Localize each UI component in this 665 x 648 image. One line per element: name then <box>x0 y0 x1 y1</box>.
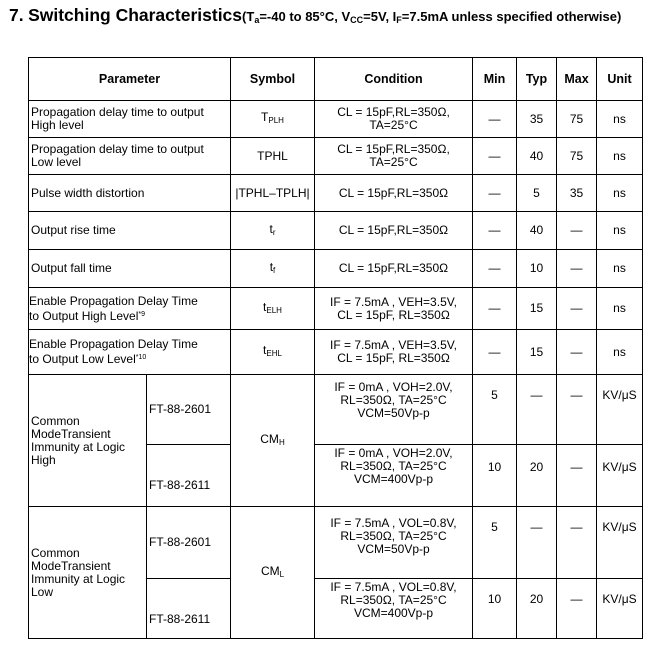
min-cell: — <box>473 288 517 330</box>
typ-cell: 40 <box>517 138 557 175</box>
max-cell: 75 <box>557 101 597 138</box>
condition-cell: IF = 7.5mA , VEH=3.5V, CL = 15pF, RL=350Ω <box>315 330 473 375</box>
unit-cell: ns <box>597 330 643 375</box>
section-number: 7. <box>9 5 24 25</box>
min-cell: — <box>473 101 517 138</box>
condition-cell: IF = 7.5mA , VOL=0.8V, RL=350Ω, TA=25°C VCM=50Vp-p <box>315 507 473 579</box>
parameter-cell: Pulse width distortion <box>29 175 231 212</box>
part-number-cell: FT-88-2611 <box>147 579 231 639</box>
max-cell: — <box>557 507 597 579</box>
section-heading <box>9 5 621 26</box>
typ-cell: 40 <box>517 212 557 250</box>
table-row <box>29 212 643 250</box>
symbol-cell: $CM_H$ <box>231 375 315 507</box>
table-row <box>29 507 643 579</box>
min-cell: — <box>473 175 517 212</box>
max-cell: — <box>557 288 597 330</box>
condition-cell: IF = 0mA , VOH=2.0V, RL=350Ω, TA=25°C VCM=50Vp-p <box>315 375 473 445</box>
footnote-marker: *10 <box>135 354 147 361</box>
condition-cell: CL = 15pF,RL=350Ω, TA=25°C <box>315 101 473 138</box>
condition-cell: CL = 15pF,RL=350Ω <box>315 212 473 250</box>
max-cell: 35 <box>557 175 597 212</box>
max-cell: 75 <box>557 138 597 175</box>
typ-cell: 15 <box>517 288 557 330</box>
unit-cell: KV/μS <box>597 507 643 579</box>
table-row <box>29 175 643 212</box>
typ-cell: 5 <box>517 175 557 212</box>
header-typ: Typ <box>517 58 557 101</box>
unit-cell: ns <box>597 175 643 212</box>
unit-cell: KV/μS <box>597 579 643 639</box>
symbol-cell: $T_{PLH}$ <box>231 101 315 138</box>
part-number-cell: FT-88-2601 <box>147 507 231 579</box>
symbol-cell: $t_f$ <box>231 250 315 288</box>
condition-cell: CL = 15pF,RL=350Ω, TA=25°C <box>315 138 473 175</box>
typ-cell: 20 <box>517 579 557 639</box>
table-row <box>29 375 643 445</box>
table-row <box>29 101 643 138</box>
max-cell: — <box>557 212 597 250</box>
header-parameter: Parameter <box>29 58 231 101</box>
header-symbol: Symbol <box>231 58 315 101</box>
typ-cell: 10 <box>517 250 557 288</box>
unit-cell: ns <box>597 138 643 175</box>
parameter-cell: Enable Propagation Delay Time to Output Low Level$^{*10}$ <box>29 330 231 375</box>
unit-cell: KV/μS <box>597 375 643 445</box>
symbol-cell: |TPHL–TPLH| <box>231 175 315 212</box>
typ-cell: — <box>517 375 557 445</box>
symbol-cell: $t_r$ <box>231 212 315 250</box>
unit-cell: ns <box>597 250 643 288</box>
unit-cell: ns <box>597 288 643 330</box>
min-cell: — <box>473 212 517 250</box>
symbol-cell: $t_{EHL}$ <box>231 330 315 375</box>
header-min: Min <box>473 58 517 101</box>
header-max: Max <box>557 58 597 101</box>
typ-cell: 15 <box>517 330 557 375</box>
table-row <box>29 138 643 175</box>
condition-cell: CL = 15pF,RL=350Ω <box>315 175 473 212</box>
typ-cell: 35 <box>517 101 557 138</box>
symbol-cell: $t_{ELH}$ <box>231 288 315 330</box>
parameter-cell: Output rise time <box>29 212 231 250</box>
max-cell: — <box>557 445 597 507</box>
symbol-cell: $CM_L$ <box>231 507 315 639</box>
typ-cell: — <box>517 507 557 579</box>
unit-cell: ns <box>597 101 643 138</box>
min-cell: 10 <box>473 445 517 507</box>
condition-cell: CL = 15pF,RL=350Ω <box>315 250 473 288</box>
min-cell: 10 <box>473 579 517 639</box>
parameter-cell: Output fall time <box>29 250 231 288</box>
parameter-cell: Common ModeTransient Immunity at Logic Low <box>29 507 147 639</box>
header-condition: Condition <box>315 58 473 101</box>
min-cell: 5 <box>473 375 517 445</box>
parameter-cell: Propagation delay time to output Low level <box>29 138 231 175</box>
unit-cell: KV/μS <box>597 445 643 507</box>
min-cell: — <box>473 138 517 175</box>
section-conditions: ($T_a=-40$ to 85°C, $V_{CC}=5V$, $I_F=7.5mA$ unless specified otherwise) <box>242 9 622 25</box>
table-header-row <box>29 58 643 101</box>
condition-cell: IF = 7.5mA , VEH=3.5V, CL = 15pF, RL=350Ω <box>315 288 473 330</box>
min-cell: — <box>473 330 517 375</box>
section-title: Switching Characteristics <box>28 5 243 25</box>
parameter-cell: Common ModeTransient Immunity at Logic High <box>29 375 147 507</box>
typ-cell: 20 <box>517 445 557 507</box>
table-row <box>29 250 643 288</box>
table-row <box>29 330 643 375</box>
part-number-cell: FT-88-2611 <box>147 445 231 507</box>
footnote-marker: *9 <box>138 310 146 318</box>
header-unit: Unit <box>597 58 643 101</box>
max-cell: — <box>557 330 597 375</box>
max-cell: — <box>557 579 597 639</box>
max-cell: — <box>557 250 597 288</box>
symbol-cell: TPHL <box>231 138 315 175</box>
condition-cell: IF = 0mA , VOH=2.0V, RL=350Ω, TA=25°C VCM=400Vp-p <box>315 445 473 507</box>
table-row <box>29 288 643 330</box>
unit-cell: ns <box>597 212 643 250</box>
parameter-cell: Enable Propagation Delay Time to Output High Level$^{*9}$ <box>29 288 231 330</box>
max-cell: — <box>557 375 597 445</box>
min-cell: 5 <box>473 507 517 579</box>
condition-cell: IF = 7.5mA , VOL=0.8V, RL=350Ω, TA=25°C VCM=400Vp-p <box>315 579 473 639</box>
min-cell: — <box>473 250 517 288</box>
part-number-cell: FT-88-2601 <box>147 375 231 445</box>
switching-characteristics-table <box>28 57 643 639</box>
parameter-cell: Propagation delay time to output High level <box>29 101 231 138</box>
